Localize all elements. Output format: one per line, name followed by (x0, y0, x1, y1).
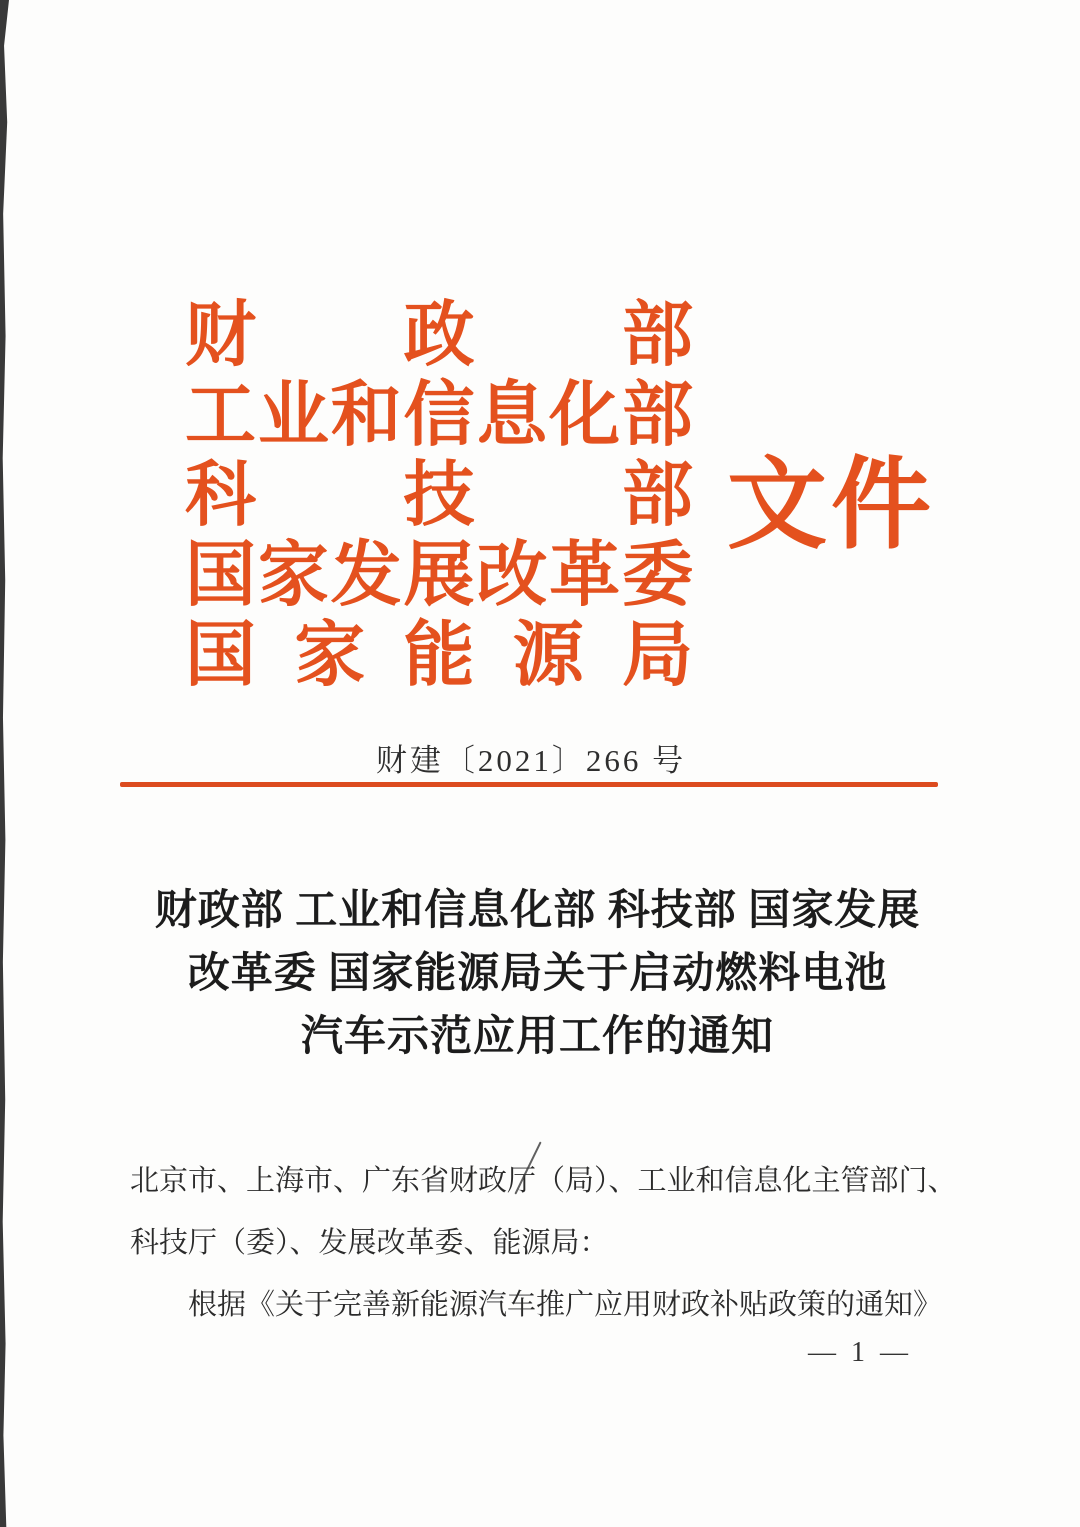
ministry-name-column (185, 296, 693, 696)
ministry-line-finance: 财 政 部 (185, 297, 693, 375)
red-divider-rule (120, 782, 938, 787)
page-number: — 1 — (808, 1337, 912, 1368)
title-line-2: 改革委 国家能源局关于启动燃料电池 (187, 951, 888, 997)
title-line-3: 汽车示范应用工作的通知 (300, 1014, 774, 1060)
body-paragraph-first-line: 根据《关于完善新能源汽车推广应用财政补贴政策的通知》 (188, 1289, 943, 1321)
ministry-line-ndrc: 国 家 发 展 改 革 委 (185, 537, 693, 615)
recipients-line-1: 北京市、上海市、广东省财政厅（局）、工业和信息化主管部门、 (130, 1165, 957, 1197)
ministry-line-energy: 国 家 能 源 局 (185, 617, 693, 695)
ministry-line-science: 科 技 部 (185, 457, 693, 535)
letterhead (185, 296, 935, 696)
document-title (110, 880, 965, 1069)
document-word-label: 文件 (727, 450, 935, 561)
title-line-1: 财政部 工业和信息化部 科技部 国家发展 (154, 888, 921, 934)
reference-number: 财建〔2021〕266 号 (375, 743, 687, 778)
recipients-line-2: 科技厅（委）、发展改革委、能源局： (130, 1227, 609, 1259)
ministry-line-miit: 工 业 和 信 息 化 部 (185, 377, 693, 455)
document-body (130, 1150, 1010, 1336)
